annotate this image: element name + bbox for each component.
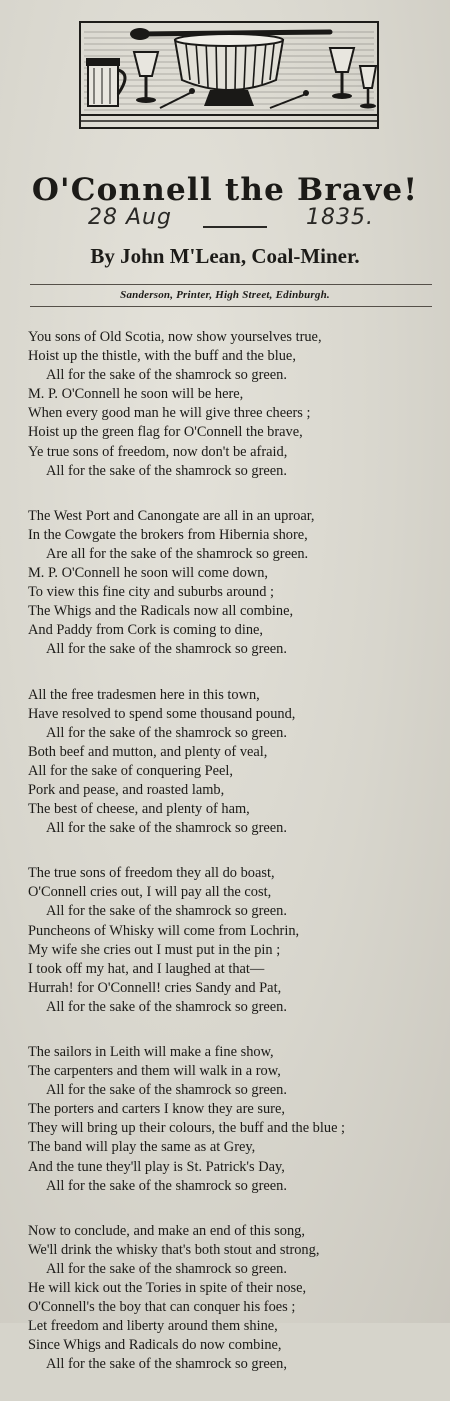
verse-line: Now to conclude, and make an end of this song,	[28, 1222, 305, 1239]
verse-line: O'Connell's the boy that can conquer his foes ;	[28, 1299, 296, 1316]
stanza	[28, 864, 440, 1017]
verse-line: My wife she cries out I must put in the pin ;	[28, 941, 281, 958]
rule-bottom	[30, 306, 432, 307]
verse-line: The band will play the same as at Grey,	[28, 1139, 256, 1156]
verse-line: The best of cheese, and plenty of ham,	[28, 801, 250, 818]
stanza	[28, 328, 440, 481]
verse-line: Hurrah! for O'Connell! cries Sandy and Pat,	[28, 979, 282, 996]
verse-line: The Whigs and the Radicals now all combine,	[28, 603, 294, 620]
verse-line: Ye true sons of freedom, now don't be afraid,	[28, 443, 288, 460]
author-byline: By John M'Lean, Coal-Miner.	[90, 244, 360, 268]
verse-line: Hoist up the green flag for O'Connell the brave,	[28, 424, 303, 441]
verse-line: You sons of Old Scotia, now show yourselves true,	[28, 329, 322, 345]
handwritten-date: 28 Aug	[88, 205, 172, 230]
verse-line: Both beef and mutton, and plenty of veal,	[28, 743, 268, 760]
verse-line: All the free tradesmen here in this town,	[28, 686, 260, 703]
refrain-line: All for the sake of the shamrock so green.	[46, 641, 287, 658]
refrain-line: All for the sake of the shamrock so green.	[46, 462, 287, 479]
verse-line: They will bring up their colours, the buff and the blue ;	[28, 1120, 346, 1137]
song-verses	[28, 328, 440, 1401]
stanza	[28, 507, 440, 660]
refrain-line: All for the sake of the shamrock so green.	[46, 1082, 287, 1099]
stanza	[28, 1222, 440, 1375]
verse-line: The porters and carters I know they are sure,	[28, 1101, 285, 1118]
handwritten-year: 1835.	[306, 205, 374, 230]
verse-line: M. P. O'Connell he soon will be here,	[28, 386, 244, 403]
refrain-line: All for the sake of the shamrock so green.	[46, 903, 287, 920]
verse-line: M. P. O'Connell he soon will come down,	[28, 565, 269, 582]
verse-line: He will kick out the Tories in spite of their nose,	[28, 1280, 307, 1297]
printer-imprint: Sanderson, Printer, High Street, Edinburgh.	[120, 289, 330, 301]
verse-line: The West Port and Canongate are all in an uproar,	[28, 507, 315, 524]
refrain-line: All for the sake of the shamrock so green.	[46, 1177, 287, 1194]
stanza	[28, 686, 440, 839]
verse-line: O'Connell cries out, I will pay all the cost,	[28, 884, 272, 901]
refrain-line: All for the sake of the shamrock so green.	[46, 724, 287, 741]
refrain-line: All for the sake of the shamrock so green.	[46, 367, 287, 384]
verse-line: Let freedom and liberty around them shine,	[28, 1318, 278, 1335]
verse-line: Since Whigs and Radicals do now combine,	[28, 1337, 282, 1354]
verse-line: The true sons of freedom they all do boast,	[28, 865, 275, 882]
verse-line: And Paddy from Cork is coming to dine,	[28, 622, 264, 639]
refrain-line: All for the sake of the shamrock so green.	[46, 1260, 287, 1277]
verse-line: We'll drink the whisky that's both stout and strong,	[28, 1241, 320, 1258]
verse-line: Hoist up the thistle, with the buff and the blue,	[28, 348, 296, 365]
refrain-line: All for the sake of the shamrock so green.	[46, 998, 287, 1015]
punch-bowl-woodcut	[80, 22, 378, 128]
verse-line: When every good man he will give three cheers ;	[28, 405, 311, 422]
handwritten-underline	[203, 226, 267, 228]
stanza	[28, 1043, 440, 1196]
verse-line: All for the sake of conquering Peel,	[28, 762, 234, 779]
verse-line: Have resolved to spend some thousand pound,	[28, 705, 296, 722]
refrain-line: All for the sake of the shamrock so green,	[46, 1356, 287, 1373]
verse-line: The sailors in Leith will make a fine show,	[28, 1044, 274, 1060]
verse-line: The carpenters and them will walk in a row,	[28, 1063, 281, 1080]
rule-top	[30, 284, 432, 285]
refrain-line: All for the sake of the shamrock so green.	[46, 820, 287, 837]
refrain-line: Are all for the sake of the shamrock so green.	[46, 545, 309, 562]
verse-line: To view this fine city and suburbs around ;	[28, 584, 274, 601]
verse-line: Puncheons of Whisky will come from Lochrin,	[28, 922, 300, 939]
broadside-title: O'Connell the Brave!	[31, 172, 419, 208]
verse-line: And the tune they'll play is St. Patrick's Day,	[28, 1158, 285, 1175]
verse-line: I took off my hat, and I laughed at that—	[28, 960, 265, 977]
verse-line: In the Cowgate the brokers from Hibernia shore,	[28, 526, 308, 543]
verse-line: Pork and pease, and roasted lamb,	[28, 781, 225, 798]
